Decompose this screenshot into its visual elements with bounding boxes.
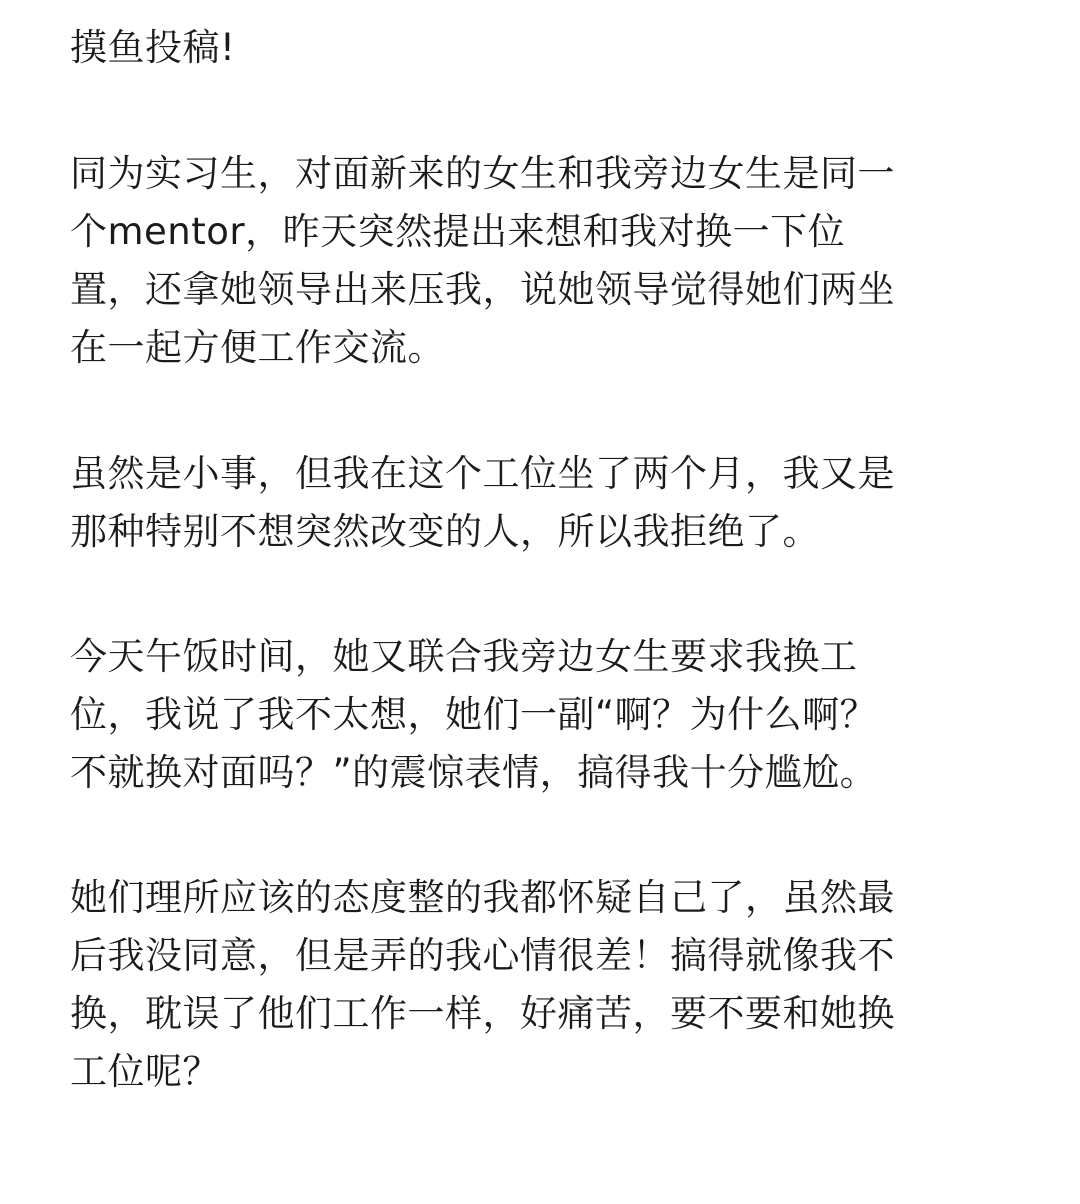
paragraph-3-line-3: 不就换对面吗？”的震惊表情，搞得我十分尴尬。 [70,751,878,794]
post-heading: 摸鱼投稿! [70,26,236,69]
paragraph-3-line-2: 位，我说了我不太想，她们一副“啊？为什么啊？ [70,693,878,736]
paragraph-3-line-1-rest: 时间，她又联合我旁边女生要求我换工 [220,635,858,678]
paragraph-2-line-1: 虽然是小事，但我在这个工位坐了两个月，我又是 [70,452,895,495]
paragraph-1-line-3: 置，还拿她领导出来压我，说她领导觉得她们两坐 [70,268,895,311]
paragraph-4-line-2: 后我没同意，但是弄的我心情很差！搞得就像我不 [70,934,895,977]
paragraph-2-line-2: 那种特别不想突然改变的人，所以我拒绝了。 [70,510,820,553]
paragraph-4-line-4: 工位呢？ [70,1050,220,1093]
paragraph-1-line-1: 同为实习生，对面新来的女生和我旁边女生是同一 [70,152,895,195]
paragraph-4-line-3: 换，耽误了他们工作一样，好痛苦，要不要和她换 [70,992,895,1035]
paragraph-1-line-4: 在一起方便工作交流。 [70,326,445,369]
paragraph-1-line-2: 个mentor，昨天突然提出来想和我对换一下位 [70,210,846,253]
paragraph-4-line-1: 她们理所应该的态度整的我都怀疑自己了，虽然最 [70,876,895,919]
paragraph-3-line-1 [70,633,1030,681]
highlighted-phrase: 今天午饭 [70,635,220,678]
